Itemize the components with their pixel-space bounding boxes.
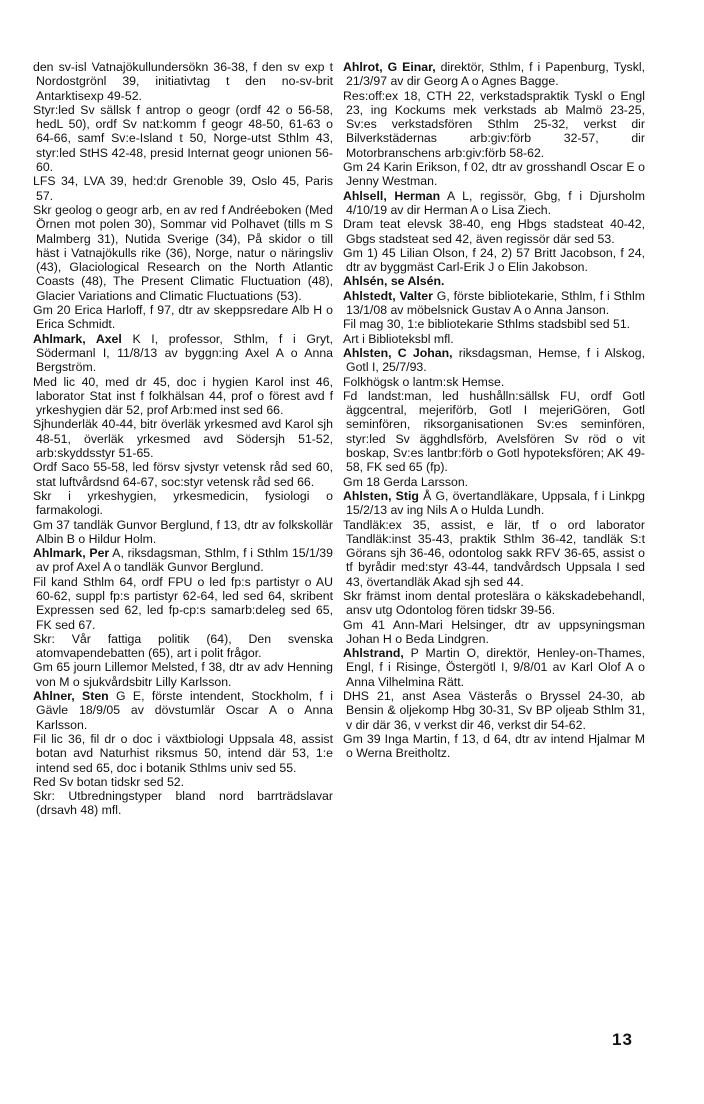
entry-headword: Ahlmark, Axel — [33, 331, 122, 346]
entry-paragraph: LFS 34, LVA 39, hed:dr Grenoble 39, Oslo 45, Paris 57. — [33, 174, 333, 203]
entry-paragraph: Art i Biblioteksbl mfl. — [343, 331, 454, 346]
entry-ahlner-sten: Ahlner, Sten G E, förste intendent, Stockholm, f i Gävle 18/9/05 av dövstumlär Oscar A o Anna Karlsson. — [33, 689, 333, 732]
page-number: 13 — [612, 1030, 633, 1049]
entry-ahlstedt-valter: Ahlstedt, Valter G, förste bibliotekarie, Sthlm, f i Sthlm 13/1/08 av möbelsnick Gustav A o Anna Janson. — [343, 288, 645, 318]
entry-headword: Ahlsten, Stig — [343, 488, 419, 503]
entry-paragraph: Fil kand Sthlm 64, ordf FPU o led fp:s partistyr o AU 60-62, suppl fp:s partistyr 62-64, led sed 64, skribent Expressen sed 62, led fp-cp:s samarb:deleg sed 65, FK sed 67. — [33, 574, 333, 632]
entry-headword: Ahlmark, Per — [33, 546, 110, 561]
entry-paragraph: Gm 18 Gerda Larsson. — [343, 474, 469, 489]
entry-paragraph: Gm 1) 45 Lilian Olson, f 24, 2) 57 Britt Jacobson, f 24, dtr av byggmäst Carl-Erik J o Elin Jakobson. — [343, 245, 645, 275]
entry-paragraph: Fil lic 36, fil dr o doc i växtbiologi Uppsala 48, assist botan avd Naturhist riksmus 50, intend där 53, 1:e intend sed 65, doc i botanik Sthlms univ sed 55. — [33, 731, 333, 775]
entry-ahlrot-einar: Ahlrot, G Einar, direktör, Sthlm, f i Papenburg, Tyskl, 21/3/97 av dir Georg A o Agnes Bagge. — [343, 60, 645, 89]
entry-ahlsten-johan: Ahlsten, C Johan, riksdagsman, Hemse, f i Alskog, Gotl I, 25/7/93. — [343, 345, 645, 375]
right-column — [343, 60, 645, 761]
entry-headword: Ahlner, Sten — [33, 689, 109, 704]
entry-headword: Ahlsten, C Johan, — [343, 345, 453, 360]
entry-paragraph: Res:off:ex 18, CTH 22, verkstadspraktik Tyskl o Engl 23, ing Kockums mek verkstads ab Malmö 23-25, Sv:es verkstadsfören Sthlm 25-32, verkst dir Bilverkstädernas arb:giv:förb 32-57, dir Motorbranschens arb:giv:förb 58-62. — [343, 88, 645, 160]
entry-paragraph: Gm 37 tandläk Gunvor Berglund, f 13, dtr av folkskollär Albin B o Hildur Holm. — [33, 517, 333, 546]
entry-paragraph: Fil mag 30, 1:e bibliotekarie Sthlms stadsbibl sed 51. — [343, 317, 631, 332]
entry-paragraph: Ordf Saco 55-58, led försv sjvstyr vetensk råd sed 60, stat luftvårdsnd 64-67, soc:styr vetensk råd sed 66. — [33, 460, 333, 489]
entry-ahlmark-per: Ahlmark, Per A, riksdagsman, Sthlm, f i Sthlm 15/1/39 av prof Axel A o tandläk Gunvor Berglund. — [33, 546, 333, 575]
left-column — [33, 60, 333, 818]
entry-headword: Ahlrot, G Einar, — [343, 60, 436, 74]
entry-headword: Ahlsén, se Alsén. — [343, 274, 445, 289]
entry-headword: Ahlsell, Herman — [343, 188, 441, 203]
entry-paragraph: Tandläk:ex 35, assist, e lär, tf o ord laborator Tandläk:inst 35-43, praktik Sthlm 36-42, tandläk S:t Görans sjh 36-46, odontolog sakk RFV 36-65, assist o tf byrådir med:styr 43-44, tandvårdsch Uppsala I sed 43, övertandläk Akad sjh sed 44. — [343, 517, 645, 589]
entry-paragraph: Skr främst inom dental proteslära o käkskadebehandl, ansv utg Odontolog fören tidskr 39-56. — [343, 588, 645, 618]
entry-paragraph: Sjhunderläk 40-44, bitr överläk yrkesmed avd Karol sjh 48-51, överläk yrkesmed avd Södersjh 51-52, arb:skyddsstyr 51-65. — [33, 417, 333, 461]
entry-paragraph: Gm 65 journ Lillemor Melsted, f 38, dtr av adv Henning von M o sjukvårdsbitr Lilly Karlsson. — [33, 660, 333, 689]
entry-paragraph: Dram teat elevsk 38-40, eng Hbgs stadsteat 40-42, Gbgs stadsteat sed 42, även regissör där sed 53. — [343, 217, 645, 246]
entry-ahlsell-herman: Ahlsell, Herman A L, regissör, Gbg, f i Djursholm 4/10/19 av dir Herman A o Lisa Ziech. — [343, 188, 645, 217]
entry-ahlsen-reference — [343, 274, 645, 288]
entry-paragraph: Fd landst:man, led hushålln:sällsk FU, ordf Gotl äggcentral, mejeriförb, Gotl I mejeriGören, Gotl seminfören, riksorganisationen Sv:es seminfören, styr:led Sv ägghdlsförb, Avelsfören Sv röd o vit boskap, Sv:es lantbr:förb o Gotl hypoteksfören; AK 49-58, FK sed 65 (fp). — [343, 388, 645, 475]
entry-paragraph: Red Sv botan tidskr sed 52. — [33, 774, 185, 789]
entry-ahlmark-axel: Ahlmark, Axel K I, professor, Sthlm, f i Gryt, Södermanl I, 11/8/13 av byggn:ing Axel A o Anna Bergström. — [33, 331, 333, 375]
entry-paragraph: Styr:led Sv sällsk f antrop o geogr (ordf 42 o 56-58, hedL 50), ordf Sv nat:komm f geogr 48-50, 61-63 o 64-66, samf Sv:e-Island t 50, Norge-utst Sthlm 43, styr:led StHS 42-48, presid Internat geogr unionen 56-60. — [33, 102, 333, 175]
entry-ahlsten-stig: Ahlsten, Stig Å G, övertandläkare, Uppsala, f i Linkpg 15/2/13 av ing Nils A o Hulda Lundh. — [343, 488, 646, 518]
entry-paragraph: Skr: Utbredningstyper bland nord barrträdslavar (drsavh 48) mfl. — [33, 789, 333, 818]
entry-ahlstrand-martin: Ahlstrand, P Martin O, direktör, Henley-on-Thames, Engl, f i Risinge, Östergötl I, 9/8/01 av Karl Olof A o Anna Vilhelmina Rätt. — [343, 646, 645, 689]
entry-paragraph: Med lic 40, med dr 45, doc i hygien Karol inst 46, laborator Stat inst f folkhälsan 44, prof o förest avd f yrkeshygien där 52, prof Arb:med inst sed 66. — [33, 374, 333, 418]
entry-headword: Ahlstrand, — [343, 646, 404, 661]
entry-paragraph: Gm 24 Karin Erikson, f 02, dtr av grosshandl Oscar E o Jenny Westman. — [343, 160, 645, 189]
entry-paragraph: Skr i yrkeshygien, yrkesmedicin, fysiologi o farmakologi. — [33, 488, 333, 518]
entry-paragraph: Folkhögsk o lantm:sk Hemse. — [343, 374, 505, 389]
entry-paragraph: Gm 39 Inga Martin, f 13, d 64, dtr av intend Hjalmar M o Werna Breitholtz. — [343, 731, 645, 761]
entry-paragraph: Gm 20 Erica Harloff, f 97, dtr av skeppsredare Alb H o Erica Schmidt. — [33, 303, 333, 332]
entry-paragraph: den sv-isl Vatnajökullundersökn 36-38, f den sv exp t Nordostgrönl 39, initiativtag t den no-sv-brit Antarktisexp 49-52. — [33, 60, 333, 103]
entry-paragraph: Skr geolog o geogr arb, en av red f Andréeboken (Med Örnen mot polen 30), Sommar vid Polhavet (tills m S Malmberg 31), Nutida Sverige (34), På skidor o till häst i Vatnajökulls rike (36), Norge, natur o näringsliv (43), Glaciological Research on the North Atlantic Coasts (48), The Present Climatic Fluctuation (48), Glacier Variations and Climatic Fluctuations (53). — [33, 202, 333, 303]
entry-paragraph: DHS 21, anst Asea Västerås o Bryssel 24-30, ab Bensin & oljekomp Hbg 30-31, Sv BP oljeab Sthlm 31, v dir där 36, v verkst dir 46, verkst dir 54-62. — [343, 689, 645, 732]
entry-paragraph: Skr: Vår fattiga politik (64), Den svenska atomvapendebatten (65), art i polit frågor. — [33, 631, 333, 661]
entry-paragraph: Gm 41 Ann-Mari Helsinger, dtr av uppsyningsman Johan H o Beda Lindgren. — [343, 617, 645, 646]
entry-headword: Ahlstedt, Valter — [343, 288, 433, 303]
